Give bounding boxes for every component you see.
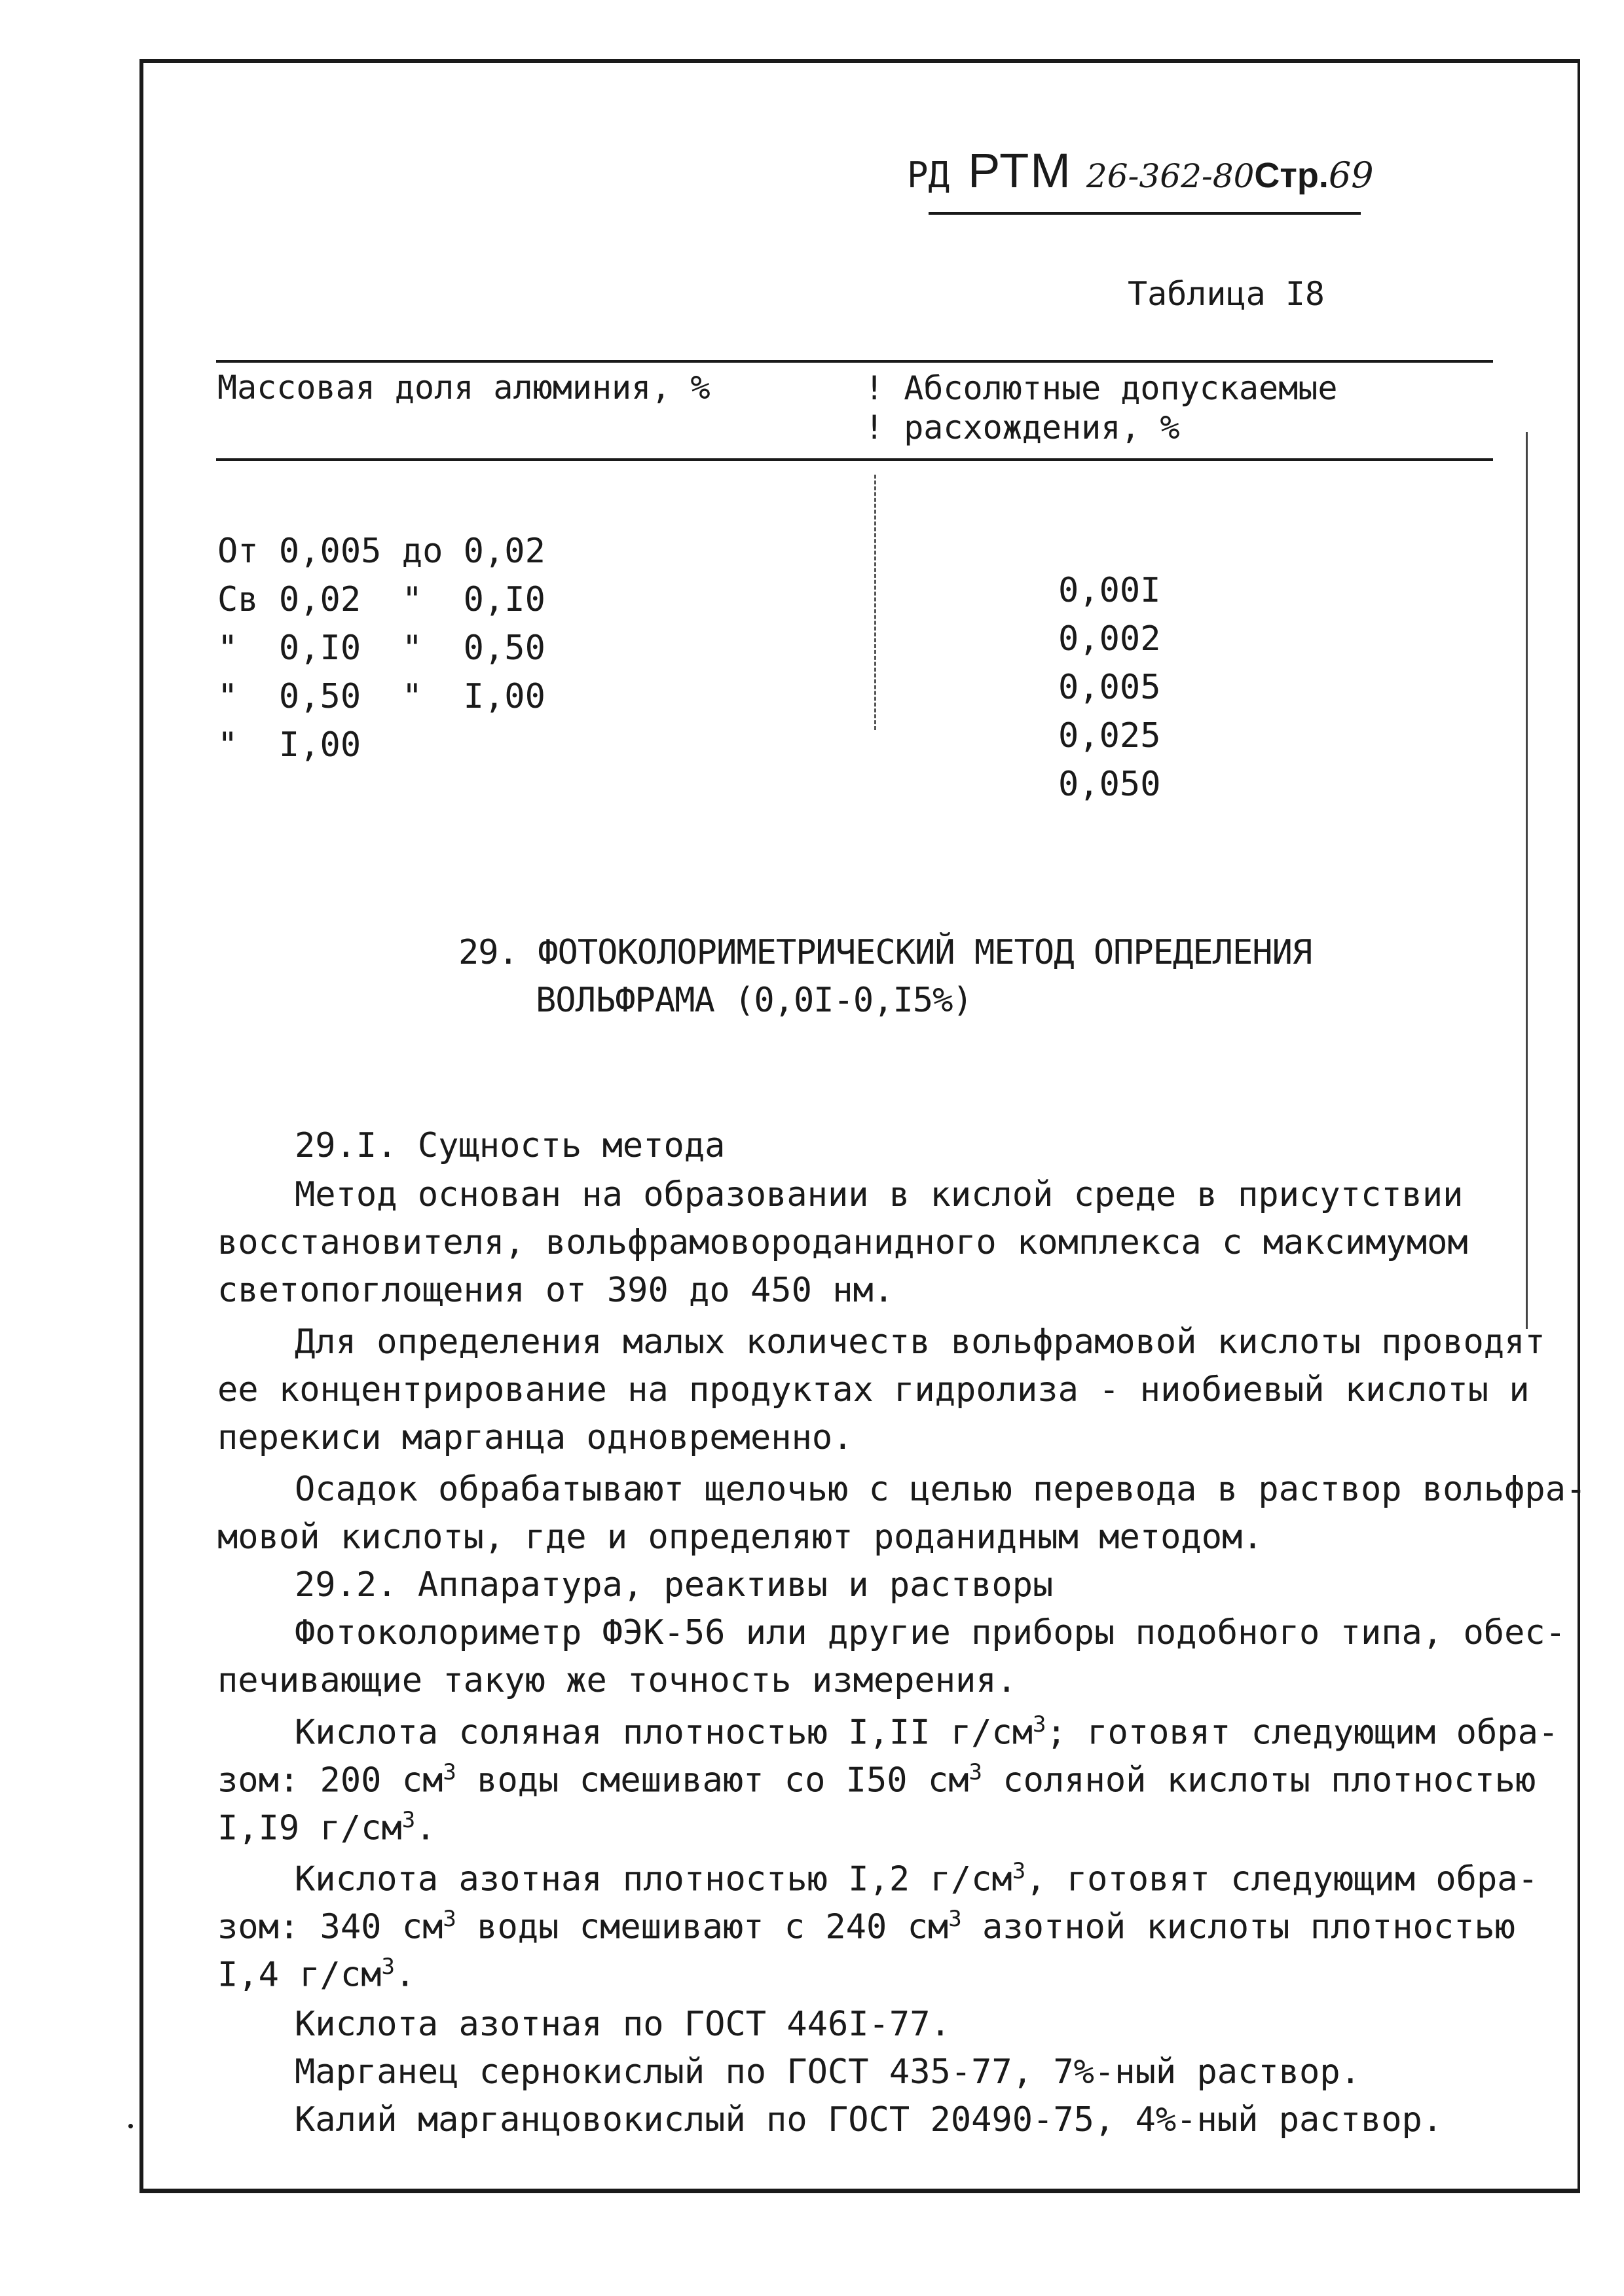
paragraph-line: ее концентрирование на продуктах гидролиза - ниобиевый кислоты и	[217, 1370, 1530, 1410]
paragraph-line	[217, 1954, 415, 1994]
table-header-rule	[216, 458, 1493, 461]
text-fragment: соляной кислоты плотностью	[982, 1760, 1536, 1800]
paragraph-line	[295, 1858, 1538, 1899]
header-page-label: Стр.	[1254, 156, 1329, 195]
header-rtm: РТМ	[968, 143, 1072, 198]
table-cell-range: Св 0,02 " 0,I0	[217, 580, 545, 619]
superscript: 3	[443, 1759, 456, 1785]
paragraph-line: Марганец сернокислый по ГОСТ 435-77, 7%-ный раствор.	[295, 2052, 1361, 2092]
paragraph-line: перекиси марганца одновременно.	[217, 1418, 853, 1457]
paragraph-line: восстановителя, вольфрамовороданидного комплекса с максимумом	[217, 1223, 1468, 1262]
table-caption: Таблица I8	[1128, 275, 1325, 313]
text-fragment: ; готовят следующим обра-	[1046, 1713, 1559, 1753]
superscript: 3	[1012, 1858, 1026, 1884]
table-cell-range: " 0,50 " I,00	[217, 677, 545, 716]
table-cell-range: " I,00	[217, 725, 361, 765]
paragraph-line: Метод основан на образовании в кислой среде в присутствии	[295, 1175, 1464, 1214]
superscript: 3	[969, 1759, 983, 1785]
subsection-title-29-2: 29.2. Аппаратура, реактивы и растворы	[295, 1565, 1054, 1605]
superscript: 3	[443, 1906, 456, 1932]
scan-speck	[128, 2124, 133, 2128]
superscript: 3	[401, 1807, 416, 1833]
table-cell-value: 0,050	[1058, 765, 1161, 804]
margin-line	[1526, 432, 1528, 1329]
text-fragment: I,I9 г/см	[217, 1808, 402, 1848]
paragraph-line: печивающие такую же точность измерения.	[217, 1661, 1017, 1700]
text-fragment: азотной кислоты плотностью	[961, 1907, 1515, 1947]
paragraph-line	[217, 1807, 436, 1848]
table-cell-value: 0,025	[1058, 716, 1161, 756]
header-underline	[929, 212, 1361, 215]
subsection-title-29-1: 29.I. Сущность метода	[295, 1126, 726, 1165]
text-fragment: , готовят следующим обра-	[1025, 1859, 1538, 1899]
superscript: 3	[948, 1906, 962, 1932]
text-fragment: I,4 г/см	[217, 1955, 382, 1995]
text-fragment: воды смешивают со I50 см	[456, 1760, 969, 1800]
paragraph-line: мовой кислоты, где и определяют роданидным методом.	[217, 1518, 1263, 1557]
table-column-header-2-line2: ! расхождения, %	[864, 409, 1180, 446]
paragraph-line	[217, 1906, 1515, 1946]
table-cell-range: От 0,005 до 0,02	[217, 532, 545, 571]
table-column-header-1: Массовая доля алюминия, %	[217, 369, 710, 407]
paragraph-line	[217, 1759, 1536, 1800]
superscript: 3	[381, 1954, 395, 1980]
text-fragment: Кислота соляная плотностью I,II г/см	[295, 1713, 1033, 1753]
header-page-number: 69	[1328, 155, 1374, 196]
text-fragment: зом: 200 см	[217, 1760, 443, 1800]
paragraph-line: Кислота азотная по ГОСТ 446I-77.	[295, 2005, 951, 2044]
text-fragment: .	[415, 1808, 436, 1848]
section-heading-line1: 29. ФОТОКОЛОРИМЕТРИЧЕСКИЙ МЕТОД ОПРЕДЕЛЕНИЯ	[458, 933, 1312, 972]
text-fragment: воды смешивают с 240 см	[456, 1907, 949, 1947]
table-cell-value: 0,005	[1058, 668, 1161, 707]
paragraph-line	[295, 1711, 1559, 1752]
paragraph-line: Фотоколориметр ФЭК-56 или другие приборы подобного типа, обес-	[295, 1613, 1566, 1652]
paragraph-line: Для определения малых количеств вольфрамовой кислоты проводят	[295, 1322, 1545, 1362]
paragraph-line: Осадок обрабатывают щелочью с целью перевода в раствор вольфра-	[295, 1470, 1587, 1509]
table-cell-value: 0,00I	[1058, 571, 1161, 610]
table-cell-range: " 0,I0 " 0,50	[217, 629, 545, 668]
section-heading-line2: ВОЛЬФРАМА (0,0I-0,I5%)	[536, 981, 972, 1020]
table-cell-value: 0,002	[1058, 619, 1161, 659]
text-fragment: Кислота азотная плотностью I,2 г/см	[295, 1859, 1012, 1899]
table-column-header-2-line1: ! Абсолютные допускаемые	[864, 369, 1338, 407]
table-column-header-2	[864, 369, 1337, 447]
text-fragment: .	[394, 1955, 416, 1995]
paragraph-line: Калий марганцовокислый по ГОСТ 20490-75, 4%-ный раствор.	[295, 2100, 1443, 2140]
header-doc-number: 26-362-80	[1086, 157, 1255, 195]
table-top-rule	[216, 360, 1493, 363]
document-header	[907, 143, 1392, 208]
header-rd: РД	[907, 155, 950, 196]
paragraph-line: светопоглощения от 390 до 450 нм.	[217, 1271, 895, 1310]
text-fragment: зом: 340 см	[217, 1907, 443, 1947]
superscript: 3	[1033, 1711, 1046, 1738]
